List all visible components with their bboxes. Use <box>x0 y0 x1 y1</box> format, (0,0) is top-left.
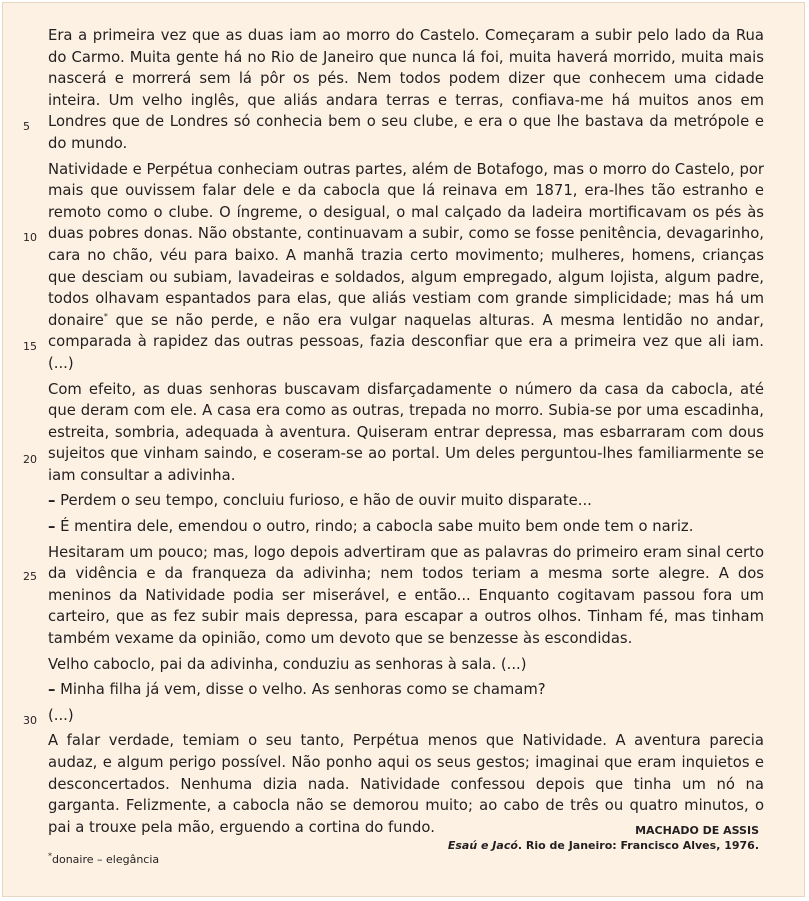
dialogue-dash: – <box>48 681 56 699</box>
dialogue-dash: – <box>48 492 56 510</box>
paragraph-1: Era a primeira vez que as duas iam ao morro do Castelo. Começaram a subir pelo lado da Rua do Carmo. Muita gente há no Rio de Janeiro que nunca lá foi, muita haverá morrido, muita mais nascerá e morrerá sem lá pôr os pés. Nem todos podem dizer que conhecem uma cidade inteira. Um velho inglês, que aliás andara terras e terras, confiava-me há muitos anos em Londres que de Londres só conhecia bem o seu clube, e era o que lhe bastava da metrópole e do mundo. <box>48 27 764 152</box>
paragraph-4: Hesitaram um pouco; mas, logo depois advertiram que as palavras do primeiro eram sinal certo da vidência e da franqueza da adivinha; nem todos teriam a mesma sorte alegre. A dos meninos da Natividade podia ser miserável, e então... Enquanto cogitavam passou fora um carteiro, que as fez subir mais depressa, para escapar a outros olhos. Tinham fé, mas tinham também vexame da opinião, como um devoto que se benzesse às escondidas. <box>48 543 764 648</box>
dialogue-text: Minha filha já vem, disse o velho. As senhoras como se chamam? <box>60 681 546 699</box>
citation <box>448 823 759 853</box>
paragraph-6: A falar verdade, temiam o seu tanto, Perpétua menos que Natividade. A aventura parecia audaz, e algum perigo possível. Não ponho aqui os seus gestos; imaginai que eram inquietos e desconcertados. Nenhuma dizia nada. Natividade confessou depois que tinha um nó na garganta. Felizmente, a cabocla não se demorou muito; ao cabo de três ou quatro minutos, o pai a trouxe pela mão, erguendo a cortina do fundo. <box>48 732 764 836</box>
paragraph-2-continuation: que se não perde, e não era vulgar naquelas alturas. A mesma lentidão no andar, comparada à rapidez das outras pessoas, fazia desconfiar que era a primeira vez que ali iam. (...) <box>48 311 764 372</box>
line-number-10: 10 <box>23 231 37 244</box>
paragraph-5: Velho caboclo, pai da adivinha, conduziu as senhoras à sala. (...) <box>48 655 527 673</box>
literary-text <box>48 25 764 842</box>
paragraph-2 <box>48 159 764 375</box>
dialogue-line-1 <box>48 490 764 512</box>
line-number-20: 20 <box>23 453 37 466</box>
dialogue-line-3 <box>48 679 764 701</box>
book-title: Esaú e Jacó <box>447 839 518 852</box>
paragraph-3: Com efeito, as duas senhoras buscavam disfarçadamente o número da casa da cabocla, até que deram com ele. A casa era como as outras, trepada no morro. Subia-se por uma escadinha, estreita, sombria, adequada à aventura. Quiseram entrar depressa, mas esbarraram com dous sujeitos que vinham saindo, e coseram-se ao portal. Um deles perguntou-lhes familiarmente se iam consultar a adivinha. <box>48 380 764 484</box>
author-name: MACHADO DE ASSIS <box>635 824 759 837</box>
line-number-30: 30 <box>23 714 37 727</box>
footnote-marker: * <box>48 851 52 861</box>
line-number-5: 5 <box>23 120 30 133</box>
omission-mark: (...) <box>48 706 74 724</box>
paragraph-2-text: Natividade e Perpétua conheciam outras partes, além de Botafogo, mas o morro do Castelo, por mais que ouvissem falar dele e da cabocla que lá reinava em 1871, era-lhes tão estranho e remoto como o clube. O íngreme, o desigual, o mal calçado da ladeira mortificavam os pés às duas pobres donas. Não obstante, continuavam a subir, como se fosse penitência, devagarinho, cara no chão, véu para baixo. A manhã trazia certo movimento; mulheres, homens, crianças que desciam ou subiam, lavadeiras e soldados, algum empregado, algum lojista, algum padre, todos olhavam espantados para elas, que aliás vestiam com grande simplicidade; mas há um donaire <box>48 160 764 329</box>
line-number-25: 25 <box>23 570 37 583</box>
footnote-text: donaire – elegância <box>52 853 160 866</box>
footnote <box>48 853 159 866</box>
dialogue-text: Perdem o seu tempo, concluiu furioso, e hão de ouvir muito disparate... <box>60 492 592 510</box>
footnote-marker: * <box>103 311 108 321</box>
text-panel <box>2 2 805 897</box>
dialogue-line-2 <box>48 516 764 538</box>
publication-details: . Rio de Janeiro: Francisco Alves, 1976. <box>517 839 759 852</box>
dialogue-text: É mentira dele, emendou o outro, rindo; a cabocla sabe muito bem onde tem o nariz. <box>60 518 694 536</box>
line-number-15: 15 <box>23 340 37 353</box>
source-reference <box>448 838 759 853</box>
dialogue-dash: – <box>48 518 56 536</box>
